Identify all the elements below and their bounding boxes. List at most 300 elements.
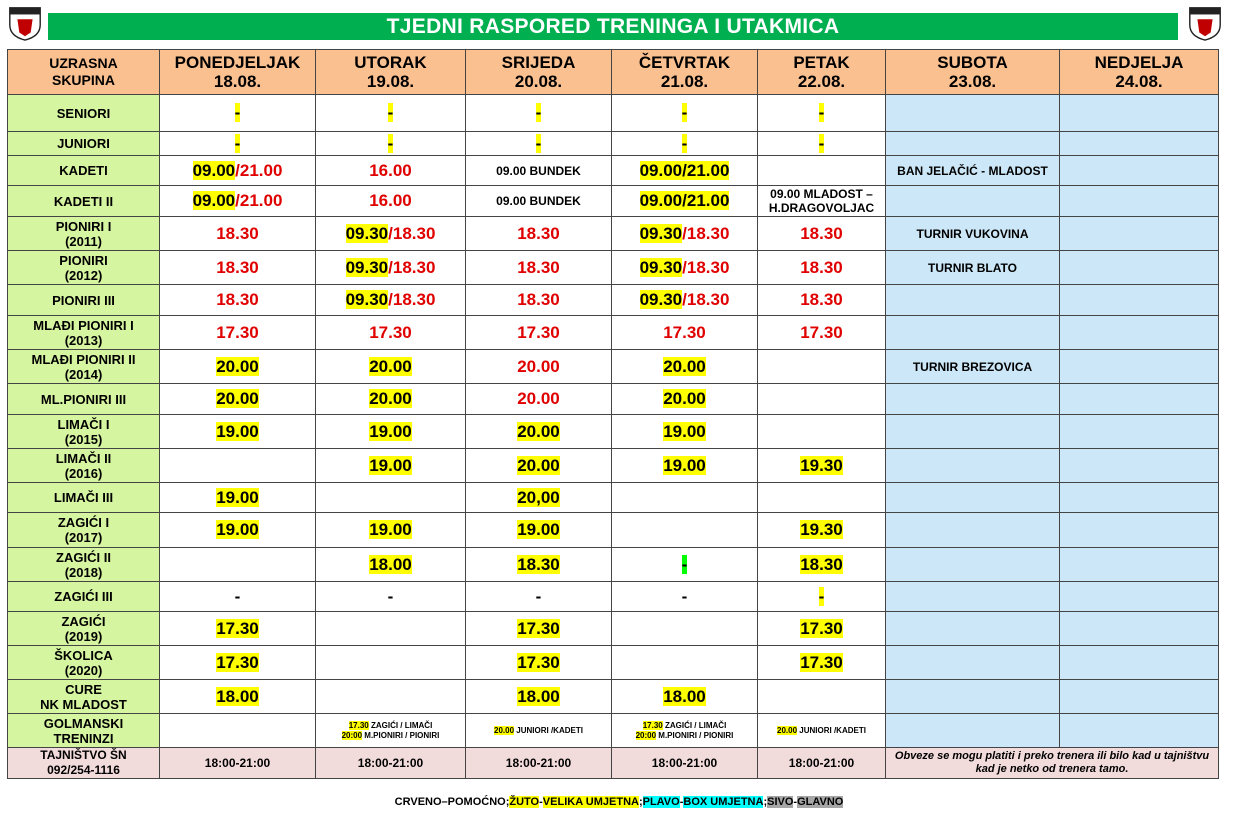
group-name: PIONIRI III: [8, 285, 160, 316]
group-name: ZAGIĆI I (2017): [8, 513, 160, 548]
time-value: 19.00: [663, 421, 706, 441]
weekend-cell: [1060, 316, 1219, 350]
weekend-cell: [1060, 548, 1219, 582]
time-value: 19.30: [800, 455, 843, 475]
schedule-row: [8, 384, 1219, 415]
goalkeeper-cell: [316, 714, 466, 748]
time-value: 18.30: [216, 223, 259, 243]
schedule-row: [8, 316, 1219, 350]
time-value: -: [234, 103, 241, 122]
weekend-cell: [1060, 582, 1219, 612]
office-hours: 18:00-21:00: [466, 748, 612, 779]
weekend-cell: [1060, 285, 1219, 316]
schedule-row: [8, 483, 1219, 513]
schedule-cell: [466, 251, 612, 285]
group-name: ML.PIONIRI III: [8, 384, 160, 415]
time-value: 09.30: [345, 257, 389, 277]
schedule-cell: [612, 285, 758, 316]
time-value: 09.30: [345, 290, 389, 309]
schedule-row: [8, 285, 1219, 316]
schedule-cell: [316, 350, 466, 384]
time-value: 17.30: [517, 322, 560, 342]
schedule-cell: [758, 582, 886, 612]
schedule-cell: [316, 646, 466, 680]
time-value: 19.00: [369, 520, 412, 539]
time-value: 18.30: [517, 554, 560, 574]
time-value: 20.00: [517, 421, 560, 441]
schedule-cell: [758, 680, 886, 714]
time-value: -: [818, 103, 825, 122]
group-name: MLAĐI PIONIRI II (2014): [8, 350, 160, 384]
legend-item: BOX UMJETNA: [683, 796, 764, 808]
time-value: 20.00: [216, 389, 259, 408]
schedule-cell: [466, 646, 612, 680]
group-name: ŠKOLICA (2020): [8, 646, 160, 680]
legend-item: -: [539, 796, 543, 808]
time-value: -: [535, 103, 542, 122]
schedule-cell: [316, 186, 466, 217]
schedule-row: [8, 415, 1219, 449]
time-value: -: [681, 103, 688, 122]
time-value: 17.30: [216, 322, 259, 342]
weekend-cell: [1060, 186, 1219, 217]
weekend-cell: [1060, 646, 1219, 680]
day-header: ČETVRTAK 21.08.: [612, 50, 758, 95]
weekend-cell: [1060, 449, 1219, 483]
day-header: NEDJELJA 24.08.: [1060, 50, 1219, 95]
time-value: 17.30: [216, 618, 259, 638]
group-name: LIMAČI II (2016): [8, 449, 160, 483]
time-value: -: [387, 586, 394, 606]
time-value: 19.00: [369, 421, 412, 441]
schedule-cell: [316, 251, 466, 285]
header-row: [8, 50, 1219, 95]
time-value: 19.00: [216, 520, 259, 539]
legend-item: ŽUTO: [509, 796, 540, 808]
schedule-cell: [160, 350, 316, 384]
schedule-cell: [160, 217, 316, 251]
time-value: 17.30: [800, 322, 843, 342]
group-name: CURE NK MLADOST: [8, 680, 160, 714]
time-value: -: [387, 103, 394, 122]
time-value: /21.00: [235, 191, 283, 210]
weekend-cell: [886, 95, 1060, 132]
schedule-cell: [612, 350, 758, 384]
color-legend: [0, 796, 1238, 808]
group-name: KADETI: [8, 156, 160, 186]
day-header: SRIJEDA 20.08.: [466, 50, 612, 95]
schedule-cell: [160, 415, 316, 449]
time-value: 09.30: [639, 223, 683, 243]
weekend-cell: [886, 513, 1060, 548]
time-value: 09.30: [639, 290, 683, 309]
time-value: 20.00: [216, 356, 259, 376]
time-value: 09.30: [639, 257, 683, 277]
weekend-cell: [886, 285, 1060, 316]
schedule-cell: [160, 186, 316, 217]
time-value: 18.30: [517, 223, 560, 243]
schedule-row: [8, 217, 1219, 251]
goalkeeper-cell: [612, 714, 758, 748]
weekend-cell: [1060, 483, 1219, 513]
schedule-cell: [316, 415, 466, 449]
group-name: ZAGIĆI III: [8, 582, 160, 612]
schedule-cell: [612, 646, 758, 680]
group-name: KADETI II: [8, 186, 160, 217]
weekend-cell: [886, 483, 1060, 513]
time-value: 09.00/21.00: [639, 191, 730, 210]
schedule-cell: [160, 156, 316, 186]
schedule-cell: [316, 612, 466, 646]
legend-item: VELIKA UMJETNA: [542, 796, 639, 808]
schedule-row: [8, 251, 1219, 285]
schedule-cell: [612, 316, 758, 350]
group-name: ZAGIĆI II (2018): [8, 548, 160, 582]
schedule-cell: [160, 285, 316, 316]
time-value: 18.30: [800, 290, 843, 309]
match-info: 09.00 BUNDEK: [496, 163, 581, 178]
time-value: 18.30: [800, 223, 843, 243]
time-value: 19.30: [800, 520, 843, 539]
time-value: -: [535, 133, 542, 153]
schedule-cell: [612, 95, 758, 132]
day-header: PETAK 22.08.: [758, 50, 886, 95]
schedule-cell: [466, 415, 612, 449]
schedule-cell: [612, 582, 758, 612]
secretariat-label: TAJNIŠTVO ŠN 092/254-1116: [8, 748, 160, 779]
schedule-cell: [758, 186, 886, 217]
goalkeeper-cell: [758, 714, 886, 748]
weekend-cell: [1060, 384, 1219, 415]
weekend-cell: [1060, 680, 1219, 714]
schedule-cell: [160, 132, 316, 156]
schedule-cell: [612, 156, 758, 186]
time-value: 19.00: [663, 455, 706, 475]
time-value: 18.00: [369, 554, 412, 574]
weekend-cell: [1060, 95, 1219, 132]
weekend-cell: [1060, 513, 1219, 548]
weekend-cell: [886, 646, 1060, 680]
time-value: -: [387, 133, 394, 153]
schedule-cell: [466, 612, 612, 646]
weekend-cell: [886, 384, 1060, 415]
time-value: 17.30: [800, 652, 843, 672]
weekend-cell: [886, 582, 1060, 612]
time-value: -: [818, 586, 825, 606]
schedule-row: [8, 513, 1219, 548]
schedule-cell: [466, 483, 612, 513]
schedule-row: [8, 449, 1219, 483]
group-name: SENIORI: [8, 95, 160, 132]
schedule-cell: [316, 449, 466, 483]
schedule-table: [7, 49, 1219, 779]
weekend-cell: TURNIR BREZOVICA: [886, 350, 1060, 384]
schedule-cell: [466, 680, 612, 714]
weekend-cell: [1060, 612, 1219, 646]
schedule-row: [8, 680, 1219, 714]
time-value: /21.00: [235, 160, 283, 180]
group-name: GOLMANSKI TRENINZI: [8, 714, 160, 748]
schedule-cell: [160, 384, 316, 415]
legend-item: PLAVO: [642, 796, 680, 808]
goalkeeper-session: 20.00 JUNIORI /KADETI: [494, 725, 583, 735]
time-value: 16.00: [369, 160, 412, 180]
time-value: 20,00: [517, 487, 560, 507]
weekend-cell: [1060, 132, 1219, 156]
time-value: 18.30: [216, 290, 259, 309]
time-value: 18.30: [517, 257, 560, 277]
schedule-cell: [758, 548, 886, 582]
schedule-cell: [466, 316, 612, 350]
time-value: 17.30: [517, 652, 560, 672]
schedule-cell: [466, 449, 612, 483]
time-value: 17.30: [800, 618, 843, 638]
schedule-row: [8, 95, 1219, 132]
club-crest-icon: [1186, 4, 1224, 42]
schedule-cell: [466, 384, 612, 415]
schedule-cell: [612, 612, 758, 646]
schedule-cell: [612, 483, 758, 513]
schedule-cell: [160, 646, 316, 680]
schedule-cell: [316, 582, 466, 612]
schedule-cell: [612, 186, 758, 217]
schedule-cell: [316, 483, 466, 513]
schedule-cell: [758, 384, 886, 415]
weekend-cell: [886, 186, 1060, 217]
schedule-cell: [316, 548, 466, 582]
page-title: TJEDNI RASPORED TRENINGA I UTAKMICA: [48, 13, 1178, 40]
time-value: 18.30: [800, 554, 843, 574]
weekend-cell: [886, 714, 1060, 748]
goalkeeper-row: [8, 714, 1219, 748]
office-hours: 18:00-21:00: [160, 748, 316, 779]
schedule-row: [8, 186, 1219, 217]
schedule-cell: [758, 156, 886, 186]
weekend-cell: [886, 680, 1060, 714]
schedule-cell: [612, 415, 758, 449]
schedule-cell: [316, 156, 466, 186]
schedule-row: [8, 156, 1219, 186]
schedule-cell: [316, 316, 466, 350]
weekend-cell: TURNIR BLATO: [886, 251, 1060, 285]
time-value: 18.00: [517, 686, 560, 706]
time-value: -: [681, 133, 688, 153]
schedule-row: [8, 646, 1219, 680]
schedule-cell: [612, 548, 758, 582]
schedule-cell: [466, 513, 612, 548]
schedule-row: [8, 132, 1219, 156]
match-info: 09.00 BUNDEK: [496, 194, 581, 208]
schedule-cell: [316, 285, 466, 316]
schedule-cell: [758, 449, 886, 483]
legend-item: ;: [638, 796, 643, 808]
legend-item: CRVENO–POMOĆNO;: [394, 796, 510, 808]
group-name: ZAGIĆI (2019): [8, 612, 160, 646]
group-name: LIMAČI III: [8, 483, 160, 513]
group-name: MLAĐI PIONIRI I (2013): [8, 316, 160, 350]
time-value: /18.30: [682, 257, 730, 277]
schedule-cell: [160, 612, 316, 646]
schedule-cell: [612, 680, 758, 714]
time-value: -: [234, 133, 241, 153]
schedule-cell: [160, 316, 316, 350]
schedule-cell: [160, 449, 316, 483]
time-value: 17.30: [216, 652, 259, 672]
group-name: LIMAČI I (2015): [8, 415, 160, 449]
schedule-cell: [316, 513, 466, 548]
time-value: 09.00: [192, 191, 236, 210]
time-value: 09.30: [345, 223, 389, 243]
schedule-cell: [160, 680, 316, 714]
day-header: SUBOTA 23.08.: [886, 50, 1060, 95]
time-value: 18.30: [216, 257, 259, 277]
group-name: JUNIORI: [8, 132, 160, 156]
weekend-cell: [1060, 156, 1219, 186]
weekend-cell: [1060, 251, 1219, 285]
time-value: 20.00: [517, 356, 560, 376]
weekend-cell: [886, 612, 1060, 646]
schedule-cell: [466, 95, 612, 132]
schedule-cell: [466, 156, 612, 186]
schedule-cell: [316, 132, 466, 156]
legend-item: SIVO: [767, 796, 794, 808]
weekend-cell: [886, 132, 1060, 156]
schedule-cell: [160, 483, 316, 513]
schedule-row: [8, 582, 1219, 612]
goalkeeper-session: 20:00 M.PIONIRI / PIONIRI: [341, 730, 440, 740]
schedule-cell: [160, 548, 316, 582]
goalkeeper-session: 20.00 JUNIORI /KADETI: [777, 725, 866, 735]
time-value: 19.00: [216, 421, 259, 441]
schedule-cell: [612, 251, 758, 285]
time-value: 18.30: [800, 257, 843, 277]
schedule-cell: [316, 680, 466, 714]
schedule-cell: [758, 251, 886, 285]
schedule-row: [8, 612, 1219, 646]
time-value: 18.00: [216, 686, 259, 706]
schedule-cell: [466, 548, 612, 582]
schedule-cell: [316, 95, 466, 132]
weekend-cell: [1060, 714, 1219, 748]
time-value: 19.00: [517, 520, 560, 539]
schedule-cell: [160, 251, 316, 285]
goalkeeper-session: 17.30 ZAGIĆI / LIMAČI: [348, 720, 433, 730]
schedule-cell: [612, 132, 758, 156]
secretariat-row: [8, 748, 1219, 779]
weekend-cell: [1060, 415, 1219, 449]
schedule-cell: [466, 285, 612, 316]
weekend-cell: [1060, 350, 1219, 384]
schedule-cell: [758, 132, 886, 156]
schedule-cell: [612, 217, 758, 251]
weekend-cell: TURNIR VUKOVINA: [886, 217, 1060, 251]
time-value: /18.30: [388, 290, 436, 309]
time-value: 16.00: [369, 191, 412, 210]
time-value: 17.30: [517, 618, 560, 638]
club-crest-icon: [6, 4, 44, 42]
group-name: PIONIRI I (2011): [8, 217, 160, 251]
time-value: 20.00: [663, 389, 706, 408]
day-header: UTORAK 19.08.: [316, 50, 466, 95]
schedule-cell: [466, 186, 612, 217]
weekend-cell: [886, 415, 1060, 449]
day-header: PONEDJELJAK 18.08.: [160, 50, 316, 95]
goalkeeper-cell: [160, 714, 316, 748]
time-value: /18.30: [388, 223, 436, 243]
schedule-cell: [758, 316, 886, 350]
match-info: 09.00 MLADOST – H.DRAGOVOLJAC: [768, 187, 875, 215]
time-value: 19.00: [369, 455, 412, 475]
schedule-cell: [758, 415, 886, 449]
schedule-cell: [758, 285, 886, 316]
legend-item: -: [793, 796, 798, 808]
legend-item: ;: [763, 796, 768, 808]
time-value: /18.30: [388, 257, 436, 277]
legend-item: GLAVNO: [797, 796, 844, 808]
weekend-cell: [886, 449, 1060, 483]
office-hours: 18:00-21:00: [612, 748, 758, 779]
time-value: 18.00: [663, 686, 706, 706]
time-value: -: [818, 133, 825, 153]
time-value: 17.30: [663, 322, 706, 342]
schedule-cell: [758, 513, 886, 548]
time-value: -: [234, 586, 241, 606]
time-value: 19.00: [216, 487, 259, 507]
schedule-cell: [466, 217, 612, 251]
schedule-cell: [612, 449, 758, 483]
group-name: PIONIRI (2012): [8, 251, 160, 285]
time-value: 20.00: [517, 389, 560, 408]
weekend-cell: [886, 548, 1060, 582]
schedule-cell: [160, 95, 316, 132]
schedule-cell: [612, 384, 758, 415]
schedule-cell: [466, 350, 612, 384]
schedule-cell: [466, 582, 612, 612]
weekend-cell: [1060, 217, 1219, 251]
schedule-cell: [758, 612, 886, 646]
schedule-cell: [160, 513, 316, 548]
goalkeeper-session: 20:00 M.PIONIRI / PIONIRI: [635, 730, 734, 740]
office-hours: 18:00-21:00: [758, 748, 886, 779]
schedule-row: [8, 548, 1219, 582]
time-value: 20.00: [517, 455, 560, 475]
group-column-header: UZRASNA SKUPINA: [8, 50, 160, 95]
time-value: -: [681, 586, 688, 606]
schedule-cell: [160, 582, 316, 612]
schedule-cell: [612, 513, 758, 548]
schedule-cell: [316, 384, 466, 415]
time-value: 18.30: [517, 290, 560, 309]
schedule-cell: [758, 350, 886, 384]
schedule-cell: [758, 217, 886, 251]
schedule-cell: [758, 483, 886, 513]
time-value: -: [681, 554, 688, 574]
schedule-row: [8, 350, 1219, 384]
payment-note: Obveze se mogu platiti i preko trenera ili bilo kad u tajništvu kad je netko od trenera tamo.: [886, 748, 1219, 779]
time-value: 09.00: [192, 160, 236, 180]
time-value: 20.00: [663, 356, 706, 376]
time-value: /18.30: [682, 223, 730, 243]
schedule-cell: [466, 132, 612, 156]
time-value: 17.30: [369, 322, 412, 342]
time-value: 20.00: [369, 389, 412, 408]
office-hours: 18:00-21:00: [316, 748, 466, 779]
time-value: -: [535, 586, 542, 606]
goalkeeper-session: 17.30 ZAGIĆI / LIMAČI: [642, 720, 727, 730]
schedule-cell: [758, 95, 886, 132]
weekend-cell: [886, 316, 1060, 350]
schedule-cell: [316, 217, 466, 251]
